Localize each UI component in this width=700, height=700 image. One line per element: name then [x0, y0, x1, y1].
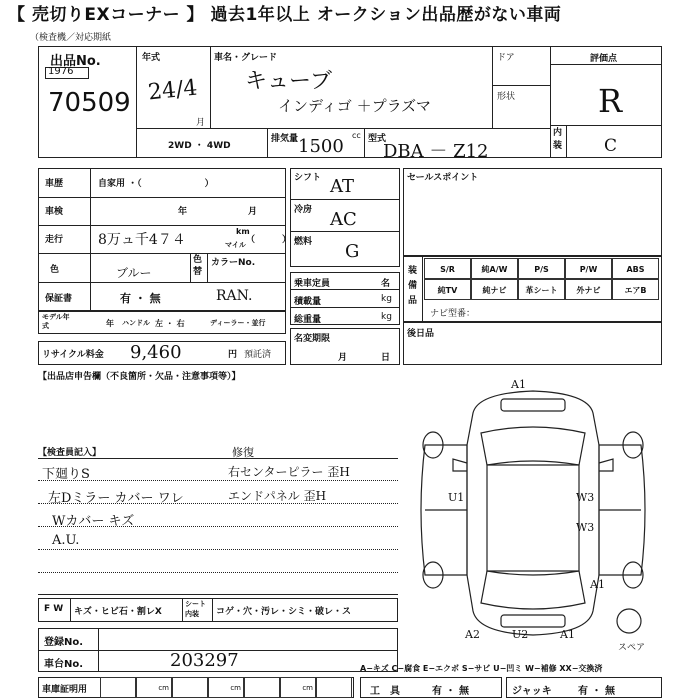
shift-value: AT [330, 176, 355, 197]
equipment-row1-3: P/W [565, 258, 612, 279]
car-damage-diagram [403, 375, 662, 665]
damage-legend: A−キズ C−腐食 E−エクボ S−サビ U−凹ミ W−補修 XX−交換済 [360, 664, 603, 673]
mileage-unit-km: km [236, 227, 250, 236]
inspector-line-2: 左Dミラー カバー ワレ [48, 491, 184, 506]
diagram-mark-rear-2: U2 [512, 628, 529, 641]
displacement-label: 排気量 [271, 134, 299, 144]
inspector-line-3: Wカバー キズ [52, 514, 135, 529]
door-label: ドア [497, 53, 515, 63]
ac-value: AC [330, 209, 357, 230]
diagram-mark-right-door-1: W3 [576, 491, 595, 504]
diagram-mark-rear-1: A2 [465, 628, 480, 641]
drive-label: 2WD ・ 4WD [168, 141, 231, 151]
inspector-line-1: 下廻りS [42, 467, 90, 482]
post-date-label: 後日品 [407, 329, 435, 339]
equipment-row2-1: 純ナビ [471, 279, 518, 300]
history-label: 車歴 [45, 179, 64, 189]
diagram-mark-front: A1 [511, 378, 526, 391]
equipment-row2-2: 革シート [518, 279, 565, 300]
displacement-unit: cc [352, 131, 361, 140]
color-no-value: RAN. [216, 288, 253, 304]
interior-value: C [604, 136, 618, 156]
exhibitor-label: 【出品店申告欄（不良箇所・欠品・注意事項等）】 [38, 372, 241, 382]
cert-cell-2 [172, 677, 208, 698]
type-value: DBA － Z12 [383, 141, 489, 162]
ac-label: 冷房 [294, 205, 313, 215]
weight-unit: kg [381, 312, 392, 322]
warranty-value: 有 ・ 無 [120, 292, 161, 305]
inspector-line-4: A.U. [52, 533, 80, 548]
cert-cell-4 [244, 677, 280, 698]
lot-label: 出品No. [50, 54, 101, 69]
mileage-label: 走行 [45, 235, 64, 245]
color-no-label: カラーNo. [211, 258, 256, 268]
first-reg-label: 名変期限 [294, 334, 331, 344]
inspection-label: 車検 [45, 207, 64, 217]
model-year-year: 年 [106, 319, 114, 328]
equipment-label: 装備品 [408, 266, 418, 306]
recycle-note: 預託済 [244, 350, 272, 360]
fuel-label: 燃料 [294, 237, 313, 247]
grade-name: インディゴ ＋プラズマ [278, 97, 431, 115]
inspector-note-title: 修復 [232, 446, 254, 459]
chassis-value: 203297 [170, 650, 239, 671]
load-unit: kg [381, 294, 392, 304]
diagram-mark-right-door-2: W3 [576, 521, 595, 534]
type-label: 型式 [368, 134, 387, 144]
inspector-right-1: 右センターピラー 歪H [228, 465, 350, 479]
capacity-unit: 名 [381, 279, 391, 289]
lot-sub: 1976 [48, 66, 74, 77]
history-value: 自家用 ・（ ） [98, 179, 214, 189]
interior-label: 内装 [553, 128, 563, 151]
name-label: 車名・グレード [214, 53, 278, 63]
color-change-label: 色替 [193, 255, 203, 277]
shape-label: 形状 [497, 92, 516, 102]
color-value: ブルー [116, 266, 152, 280]
recycle-value: 9,460 [130, 342, 182, 363]
score-value: R [598, 82, 623, 120]
equipment-row2-4: エアB [612, 279, 659, 300]
mileage-unit-mile: マイル [225, 241, 246, 249]
lot-number: 70509 [48, 88, 131, 118]
equipment-row1-4: ABS [612, 258, 659, 279]
handle-value: 左 ・ 右 [155, 319, 185, 328]
cert-cell-5: cm [280, 677, 316, 698]
first-reg-day: 日 [381, 353, 391, 363]
post-date-block [403, 322, 662, 365]
fw-label: F W [44, 604, 64, 614]
mileage-value: 8万ュ千4７４ [98, 232, 186, 248]
score-label: 評価点 [590, 54, 618, 64]
diagram-mark-left-door: U1 [448, 491, 465, 504]
handle-label: ハンドル [122, 319, 150, 327]
weight-label: 総重量 [294, 315, 322, 325]
header-cut-text: （検査機／対応期紙 [30, 33, 112, 43]
equipment-row2-3: 外ナビ [565, 279, 612, 300]
inspection-year: 年 [178, 207, 188, 217]
cert-cell-6 [316, 677, 352, 698]
cert-cell-1: cm [136, 677, 172, 698]
reg-label: 登録No. [44, 637, 84, 648]
equipment-row1-0: S/R [424, 258, 471, 279]
capacity-label: 乗車定員 [294, 279, 331, 289]
model-name: キューブ [245, 69, 332, 94]
page-banner: 【 売切りEXコーナー 】 過去1年以上 オークション出品歴がない車両 [0, 0, 700, 30]
sales-point-label: セールスポイント [407, 173, 479, 183]
tools-value: 有 ・ 無 [432, 686, 469, 697]
spare-label: スペア [618, 643, 646, 653]
color-label: 色 [50, 265, 60, 275]
equipment-row2-0: 純TV [424, 279, 471, 300]
seat-label: シート内装 [185, 600, 206, 618]
cert-cell-0 [100, 677, 136, 698]
chassis-label: 車台No. [44, 659, 84, 670]
diagram-mark-rear-right: A1 [590, 578, 605, 591]
diagram-mark-rear-3: A1 [560, 628, 575, 641]
year-suffix: 月 [196, 118, 206, 128]
first-reg-unit: 月 [338, 353, 348, 363]
fuel-value: G [345, 241, 360, 262]
warranty-label: 保証書 [45, 294, 73, 304]
cert-label: 車庫証明用 [42, 685, 88, 695]
mileage-paren: （ ） [246, 235, 292, 245]
year-value: 24/4 [146, 75, 199, 106]
equipment-row1-1: 純A/W [471, 258, 518, 279]
navi-label: ナビ型番： [430, 309, 476, 319]
year-label: 年式 [142, 53, 161, 63]
inspection-month: 月 [248, 207, 258, 217]
dealer-value: ディーラー・並行 [210, 319, 266, 327]
shift-label: シフト [294, 173, 322, 183]
jack-value: 有 ・ 無 [578, 686, 615, 697]
seat-value: コゲ・穴・汚レ・シミ・破レ・ス [216, 607, 352, 617]
inspector-right-2: エンドパネル 歪H [228, 489, 327, 503]
cert-cell-3: cm [208, 677, 244, 698]
tools-label: 工 具 [370, 686, 400, 697]
jack-label: ジャッキ [512, 686, 552, 697]
recycle-unit: 円 [228, 350, 238, 360]
recycle-label: リサイクル料金 [42, 350, 104, 360]
displacement-value: 1500 [298, 136, 344, 157]
load-label: 積載量 [294, 297, 322, 307]
inspector-label: 【検査員記入】 [38, 448, 102, 458]
fw-value: キズ・ヒビ石・割レX [74, 607, 162, 617]
equipment-row1-2: P/S [518, 258, 565, 279]
model-year-label: モデル年式 [42, 313, 70, 330]
